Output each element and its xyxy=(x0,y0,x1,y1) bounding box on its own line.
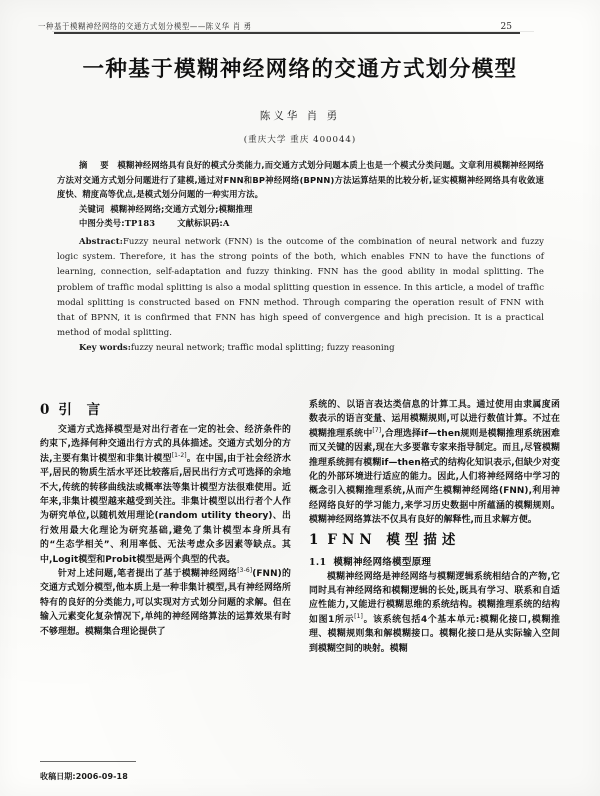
body-columns xyxy=(40,398,560,788)
left-paragraph-1 xyxy=(40,423,291,567)
english-keywords xyxy=(57,341,544,356)
left-paragraph-2-part-a: 针对上述问题,笔者提出了基于模糊神经网络 xyxy=(58,569,238,580)
left-paragraph-1-part-b: 。在中国,由于社会经济水平,居民的物质生活水平还比较落后,居民出行方式可选择的余地不大,传统的转移曲线法或概率法等集计模型方法很难使用。近年来,非集计模型越来越受到关注。非集计模型以出行者个人作为研究单位,以随机效用理论(random utility theory)、出行效用最大化理论为研究基础,避免了集计模型本身所具有的“生态学相关”、利用率低、无法考虑众多因素等缺点。其中,Logit模型和Probit模型是两个典型的代表。 xyxy=(40,453,291,565)
header-rule xyxy=(54,32,520,34)
doc-code-label: 文献标识码: xyxy=(177,218,223,229)
chinese-keywords xyxy=(57,202,544,217)
english-abstract xyxy=(57,235,544,341)
section-number-fnn-model: 1 xyxy=(309,531,328,548)
right-paragraph-1-part-b: 。该系统包括4个基本单元:模糊化接口,模糊推理、模糊规则集和解模糊接口。模糊化接口是从实际输入空间到模糊空间的映射。模糊 xyxy=(309,614,560,654)
citation-ref-1: [1-2] xyxy=(171,451,187,459)
subsection-number-principle: 1.1 xyxy=(309,556,327,568)
chinese-abstract xyxy=(57,158,544,202)
english-abstract-label: Abstract: xyxy=(79,236,123,247)
right-paragraph-0-part-a: 系统的、以语言表达类信息的计算工具。通过使用由隶属度函数表示的语言变量、运用模糊规则,可以进行数值计算。不过在模糊推理系统中 xyxy=(309,400,560,439)
subsection-title-principle: 模糊神经网络模型原理 xyxy=(333,556,432,568)
section-title-intro: 引 言 xyxy=(58,402,106,418)
clc-value: TP183 xyxy=(124,218,156,229)
chinese-abstract-text: 模糊神经网络具有良好的模式分类能力,而交通方式划分问题本质上也是一个模式分类问题。文章利用模糊神经网络方法对交通方式划分问题进行了建模,通过对FNN和BP神经网络(BPNN)方法运算结果的比较分析,证实模糊神经网络具有收敛速度快、精度高等优点,是模式划分问题的一种实用方法。 xyxy=(57,160,544,200)
right-paragraph-0 xyxy=(309,398,560,528)
right-column xyxy=(309,398,560,788)
doc-code-value: A xyxy=(222,218,230,229)
affiliation: (重庆大学 重庆 400044) xyxy=(243,135,357,145)
left-column xyxy=(40,398,291,788)
citation-ref-2: [3-6] xyxy=(237,567,253,575)
abstract-zone xyxy=(57,158,544,357)
english-abstract-text: Fuzzy neural network (FNN) is the outcome of the combination of neural network and fuzzy logic system. Therefore, it has the strong points of the both, which enables FNN to have the functions of learning, connection, self-adaptation and fuzzy thinking. FNN has the good ability in modal splitting. The problem of traffic modal splitting is also a modal splitting question in essence. In this article, a model of traffic modal splitting is constructed based on FNN method. Through comparing the operation result of FNN with that of BPNN, it is confirmed that FNN has high speed of convergence and high precision. It is a practical method of modal splitting. xyxy=(57,236,544,339)
footnote-rule xyxy=(40,761,136,762)
page-title: 一种基于模糊神经网络的交通方式划分模型 xyxy=(82,57,518,82)
section-heading-fnn-model xyxy=(309,528,560,548)
right-paragraph-1 xyxy=(309,570,560,656)
right-paragraph-1-part-a: 模糊神经网络是神经网络与模糊逻辑系统相结合的产物,它同时具有神经网络和模糊逻辑的长处,既具有学习、联系和自适应性能力,又能进行模糊思维的系统结构。模糊推理系统的结构如图1所示 xyxy=(309,571,560,625)
page-number: 25 xyxy=(500,22,512,32)
subsection-heading-principle xyxy=(309,554,560,568)
citation-ref-7: [7] xyxy=(372,426,382,434)
chinese-abstract-label: 摘 要 xyxy=(79,160,114,170)
chinese-keywords-text: 模糊神经网络;交通方式划分;模糊推理 xyxy=(110,203,253,214)
section-heading-intro xyxy=(40,398,291,418)
left-paragraph-1-part-a: 交通方式选择模型是对出行者在一定的社会、经济条件的约束下,选择何种交通出行方式的具体描述。交通方式划分的方法,主要有集计模型和非集计模型 xyxy=(40,425,291,464)
clc-label: 中图分类号: xyxy=(79,218,125,229)
english-keywords-label: Key words: xyxy=(79,343,131,354)
left-paragraph-2-part-b: (FNN)的交通方式划分模型,他本质上是一种非集计模型,具有神经网络所特有的良好的分类能力,可以实现对方式划分问题的求解。但在输入元素变化复杂情况下,单纯的神经网络算法的运算效果有时不够理想。模糊集合理论提供了 xyxy=(40,569,291,637)
section-number-intro: 0 xyxy=(40,402,59,418)
section-title-fnn-model: FNN 模型描述 xyxy=(327,531,461,548)
running-head-text: 一种基于模糊神经网络的交通方式划分模型——陈义华 肖 勇 xyxy=(38,21,252,32)
author-list: 陈义华 肖 勇 xyxy=(259,110,341,122)
received-date-footnote: 收稿日期:2006-09-18 xyxy=(40,772,128,781)
clc-line xyxy=(57,216,544,231)
citation-ref-fig1: [1] xyxy=(354,612,363,620)
running-head xyxy=(38,16,570,32)
english-keywords-text: fuzzy neural network; traffic modal splitting; fuzzy reasoning xyxy=(130,343,395,354)
chinese-keywords-label: 关键词 xyxy=(79,203,105,214)
right-paragraph-0-part-b: ,合理选择if—then规则是模糊推理系统困难而又关键的因素,现在大多要靠专家来指导制定。而且,尽管模糊推理系统拥有模糊if—then格式的结构化知识表示,但缺少对变化的外部环境进行适应的能力。因此,人们将神经网络中学习的概念引入模糊推理系统,从而产生模糊神经网络(FNN),利用神经网络良好的学习能力,来学习历史数据中所蕴涵的模糊规则。模糊神经网络算法不仅具有良好的解释性,而且求解方便。 xyxy=(309,428,560,526)
left-paragraph-2 xyxy=(40,567,291,639)
